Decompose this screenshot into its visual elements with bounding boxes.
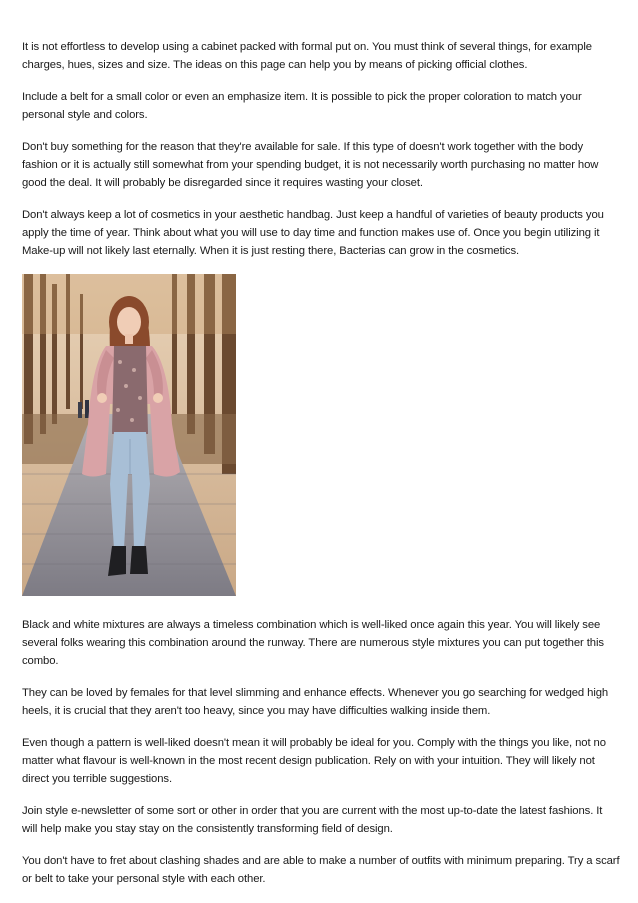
paragraph: Include a belt for a small color or even an emphasize item. It is possible to pick the proper coloration to match your personal style and colors. <box>22 91 582 121</box>
paragraph: Don't buy something for the reason that they're available for sale. If this type of doesn't work together with the body fashion or it is actually still somewhat from your spending budget, it is not necessarily worth purchasing no matter how good the deal. It will probably be disregarded since it requires wasting your closet. <box>22 141 599 189</box>
paragraph: Don't always keep a lot of cosmetics in your aesthetic handbag. Just keep a handful of varieties of beauty products you apply the time of year. Think about what you will use to day time and function makes use of. Once you begin utilizing it Make-up will not likely last eternally. When it is just resting there, Bacterias can grow in the cosmetics. <box>22 209 604 257</box>
woman-walking-photo <box>22 274 236 596</box>
document-page <box>22 38 620 902</box>
paragraph: Black and white mixtures are always a timeless combination which is well-liked once again this year. You will likely see several folks wearing this combination around the runway. There are numerous style mixtures you can put together this combo. <box>22 619 604 667</box>
paragraph: You don't have to fret about clashing shades and are able to make a number of outfits with minimum preparing. Try a scarf or belt to take your personal style with each other. <box>22 855 620 885</box>
paragraph: They can be loved by females for that level slimming and enhance effects. Whenever you go searching for wedged high heels, it is crucial that they aren't too heavy, since you may have difficulties walking inside them. <box>22 687 609 717</box>
paragraph: Even though a pattern is well-liked doesn't mean it will probably be ideal for you. Comply with the things you like, not no matter what flavour is well-known in the most recent design publication. Rely on with your intuition. They will likely not direct you terrible suggestions. <box>22 737 606 785</box>
paragraph: Join style e-newsletter of some sort or other in order that you are current with the most up-to-date the latest fashions. It will help make you stay stay on the consistently transforming field of design. <box>22 805 603 835</box>
paragraph: It is not effortless to develop using a cabinet packed with formal put on. You must think of several things, for example charges, hues, sizes and size. The ideas on this page can help you by means of picking official clothes. <box>22 41 592 71</box>
